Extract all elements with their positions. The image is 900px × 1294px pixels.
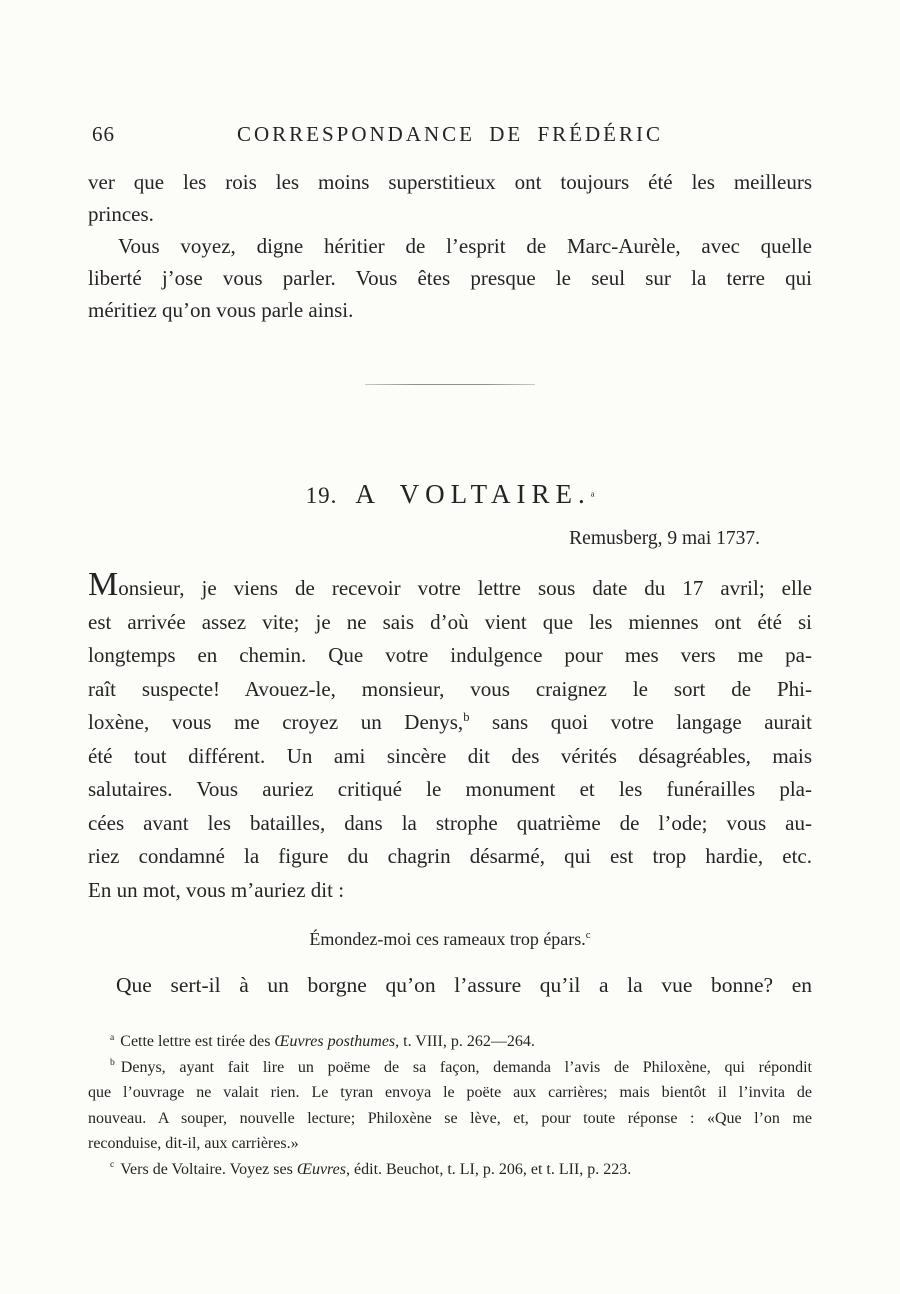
letter-title: A VOLTAIRE.	[355, 479, 591, 509]
letter-heading	[88, 479, 812, 510]
letter-number: 19.	[305, 483, 338, 508]
letter-body-paragraph	[88, 566, 812, 907]
footnote-a	[88, 1029, 812, 1055]
text-line: $^a$ Cette lettre est tirée des Œuvres posthumes, t. VIII, p. 262—264.	[110, 1031, 535, 1050]
text-line: raît suspecte! Avouez-le, monsieur, vous craignez le sort de Phi-	[88, 676, 812, 701]
paragraph	[88, 230, 812, 326]
text-line: $^b$ Denys, ayant fait lire un poëme de sa façon, demanda l’avis de Philoxène, qui répondit	[110, 1057, 812, 1076]
text-line: méritiez qu’on vous parle ainsi.	[88, 298, 354, 322]
paragraph	[88, 166, 812, 230]
text-line: été tout différent. Un ami sincère dit des vérités désagréables, mais	[88, 743, 812, 768]
previous-letter-ending	[88, 166, 812, 326]
text-line: nouveau. A souper, nouvelle lecture; Philoxène se lève, et, pour toute réponse : «Que l’on me	[88, 1109, 812, 1127]
emphasis: Œuvres	[296, 1160, 347, 1178]
page-number: 66	[92, 122, 115, 146]
paragraph	[88, 970, 812, 1000]
note-ref: b	[463, 710, 470, 724]
text-line: Vous voyez, digne héritier de l’esprit de Marc-Aurèle, avec quelle	[118, 234, 812, 258]
footnote-c	[88, 1157, 812, 1183]
text-line: riez condamné la figure du chagrin désarmé, qui est trop hardie, etc.	[88, 844, 812, 868]
note-ref: a	[590, 489, 595, 499]
note-ref: a	[110, 1031, 115, 1043]
text-line: ver que les rois les moins superstitieux ont toujours été les meilleurs	[88, 170, 812, 194]
text-line: cées avant les batailles, dans la strophe quatrième de l’ode; vous au-	[88, 810, 812, 835]
text-line: En un mot, vous m’auriez dit :	[88, 877, 345, 902]
verse-quotation: Émondez-moi ces rameaux trop épars.$^c$	[309, 929, 591, 949]
note-ref: c	[110, 1159, 115, 1171]
text-line: liberté j’ose vous parler. Vous êtes presque le seul sur la terre qui	[88, 266, 812, 290]
emphasis: Œuvres posthumes	[274, 1033, 396, 1050]
text-line: Que sert-il à un borgne qu’on l’assure qu’il a la vue bonne? en	[116, 973, 812, 997]
text-line: princes.	[88, 202, 154, 226]
text-line: $^c$ Vers de Voltaire. Voyez ses Œuvres, édit. Beuchot, t. LI, p. 206, et t. LII, p. 223.	[110, 1159, 632, 1178]
text-line: loxène, vous me croyez un Denys,$^b$ sans quoi votre langage aurait	[88, 710, 812, 734]
text-line: Monsieur, je viens de recevoir votre lettre sous date du 17 avril; elle	[88, 566, 812, 603]
note-ref: b	[110, 1057, 115, 1069]
initial-capital: M	[88, 566, 119, 603]
dateline: Remusberg, 9 mai 1737.	[569, 528, 760, 549]
note-ref: c	[585, 929, 591, 941]
running-title: CORRESPONDANCE DE FRÉDÉRIC	[236, 122, 664, 146]
text-line: que l’ouvrage ne valait rien. Le tyran envoya le poëte aux carrières; mais bientôt il l’invita de	[88, 1084, 812, 1101]
footnote-b	[88, 1055, 812, 1157]
text-line: est arrivée assez vite; je ne sais d’où vient que les miennes ont été si	[88, 609, 812, 634]
text-line: salutaires. Vous auriez critiqué le monument et les funérailles pla-	[88, 777, 812, 801]
footnotes-section	[88, 1029, 812, 1182]
text-line: reconduise, dit-il, aux carrières.»	[88, 1135, 299, 1152]
running-head	[88, 122, 812, 150]
text-line: longtemps en chemin. Que votre indulgence pour mes vers me pa-	[88, 643, 812, 667]
section-divider-rule	[365, 384, 535, 385]
